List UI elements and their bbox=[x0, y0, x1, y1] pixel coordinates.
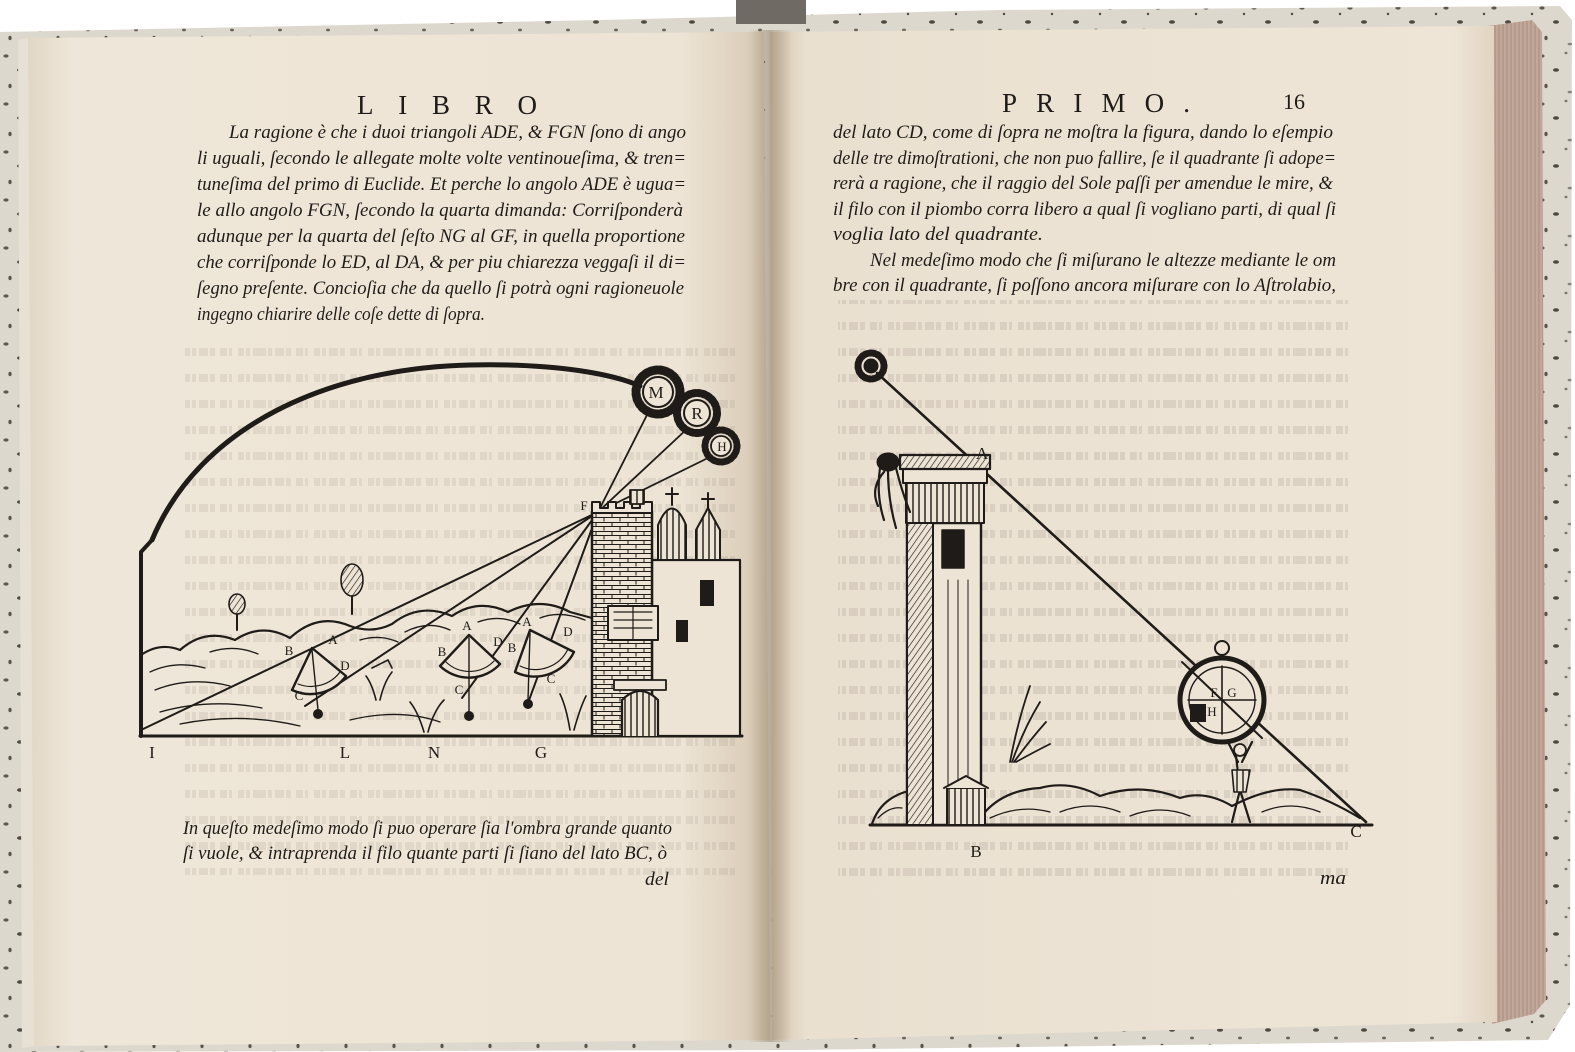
text-line: In queſto medeſimo modo ſi puo operare ſia l'ombra grande quanto bbox=[182, 818, 672, 839]
tower-base-block bbox=[947, 788, 985, 825]
castle bbox=[592, 488, 740, 736]
text-line: adunque per la quarta del ſeſto NG al GF, in quella proportione bbox=[197, 226, 685, 247]
text-line: voglia lato del quadrante. bbox=[833, 224, 1043, 245]
domed-tower bbox=[658, 509, 686, 561]
quadrant-label-d: D bbox=[563, 624, 573, 639]
tower-window bbox=[942, 530, 964, 568]
quadrant-label-c: C bbox=[294, 688, 304, 703]
quadrant-label-a: A bbox=[522, 614, 532, 629]
ground-label-g: G bbox=[534, 743, 548, 762]
astrolabe-label-g: G bbox=[1227, 685, 1237, 700]
text-line: del lato CD, come di ſopra ne moſtra la figura, dando lo eſempio bbox=[833, 122, 1333, 143]
text-line: il filo con il piombo corra libero a qual ſi vogliano parti, di qual ſi bbox=[833, 199, 1336, 220]
sun-label-m: M bbox=[648, 383, 664, 402]
plumb-bob bbox=[313, 709, 323, 719]
gutter-shadow bbox=[748, 30, 792, 1042]
point-label-a: A bbox=[975, 444, 989, 463]
point-label-f: F bbox=[580, 498, 588, 513]
door-lintel bbox=[614, 680, 666, 690]
plumb-bob bbox=[464, 711, 474, 721]
text-line: La ragione è che i duoi triangoli ADE, & FGN ſono di ango bbox=[228, 122, 686, 143]
fore-edge-right bbox=[1488, 20, 1546, 1024]
tower-shaded-face bbox=[907, 523, 933, 825]
catchword: del bbox=[645, 869, 669, 890]
astrolabe-label-h: H bbox=[1207, 704, 1217, 719]
quadrant-label-b: B bbox=[284, 643, 294, 658]
spine-cloth bbox=[736, 0, 806, 24]
text-line: ſi vuole, & intraprenda il filo quante parti ſi ſiano del lato BC, ò bbox=[183, 843, 667, 864]
text-line: Nel medeſimo modo che ſi miſurano le altezze mediante le om bbox=[869, 250, 1336, 271]
right-running-head: PRIMO. bbox=[1002, 88, 1190, 118]
ground-label-i: I bbox=[149, 743, 155, 762]
text-line: rerà a ragione, che il raggio del Sole paſſi per amendue le mire, & bbox=[833, 173, 1334, 194]
astrolabe-dark-quarter bbox=[1190, 704, 1206, 722]
astronomer-tunic bbox=[1232, 770, 1250, 792]
quadrant-label-a: A bbox=[462, 618, 472, 633]
catchword: ma bbox=[1320, 868, 1346, 889]
text-line: ſegno preſente. Concioſia che da quello ſi potrà ogni ragioneuole bbox=[197, 278, 684, 299]
text-line: bre con il quadrante, ſi poſſono ancora miſurare con lo Aſtrolabio, bbox=[833, 275, 1336, 296]
page-number: 16 bbox=[1283, 89, 1305, 114]
quadrant-label-c: C bbox=[546, 671, 556, 686]
text-line: le allo angolo FGN, ſecondo la quarta dimanda: Corriſponderà bbox=[197, 200, 683, 221]
castle-window bbox=[700, 580, 714, 606]
quadrant-label-d: D bbox=[340, 658, 350, 673]
text-line: li uguali, ſecondo le allegate molte volte ventinoueſima, & tren= bbox=[197, 148, 686, 169]
castle-window bbox=[676, 620, 688, 642]
ground-label-l: L bbox=[339, 743, 351, 762]
tower-frieze bbox=[906, 483, 984, 523]
tree-crown bbox=[341, 564, 363, 596]
right-paragraph bbox=[833, 122, 1336, 296]
text-line: tuneſima del primo di Euclide. Et perche lo angolo ADE è ugua= bbox=[197, 174, 686, 195]
point-label-c: C bbox=[1350, 822, 1362, 841]
tower bbox=[900, 455, 990, 825]
sun-label-r: R bbox=[691, 404, 703, 423]
castle-door bbox=[622, 691, 658, 736]
sun-label-h: H bbox=[717, 439, 727, 454]
astronomer-head bbox=[1234, 744, 1246, 756]
astrolabe-label-f: F bbox=[1210, 685, 1218, 700]
ground-label-n: N bbox=[427, 743, 441, 762]
text-line: che corriſponde lo ED, al DA, & per piu chiarezza veggaſi il di= bbox=[197, 252, 686, 273]
plumb-bob bbox=[523, 699, 533, 709]
sun-disc bbox=[864, 359, 878, 373]
quadrant-label-b: B bbox=[437, 644, 447, 659]
text-line: ingegno chiarire delle coſe dette di ſopra. bbox=[197, 304, 485, 325]
quadrant-label-c: C bbox=[454, 682, 464, 697]
point-label-b: B bbox=[970, 842, 982, 861]
quadrant-label-d: D bbox=[493, 634, 503, 649]
turret bbox=[630, 490, 644, 504]
tower-molding bbox=[903, 469, 987, 483]
quadrant-label-a: A bbox=[328, 632, 338, 647]
quadrant-label-b: B bbox=[507, 640, 517, 655]
castle-right-block bbox=[652, 560, 740, 736]
text-line: delle tre dimoſtrationi, che non puo fallire, ſe il quadrante ſi adope= bbox=[833, 148, 1336, 169]
left-running-head: LIBRO bbox=[357, 90, 537, 120]
tree-crown bbox=[229, 594, 245, 614]
